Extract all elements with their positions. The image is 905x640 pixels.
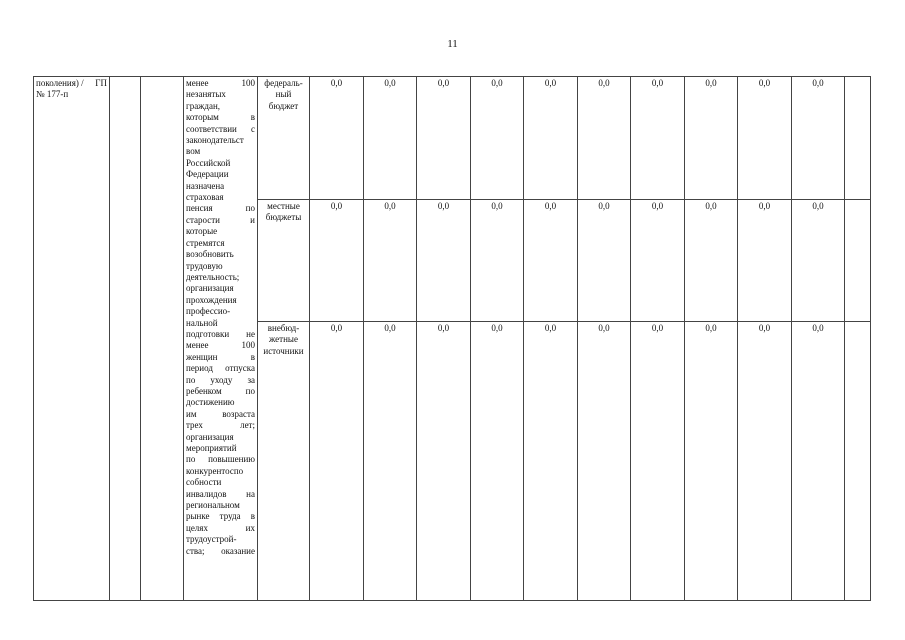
funding-source-line: источники	[263, 345, 304, 356]
empty-cell-a	[110, 77, 141, 601]
value-cell: 0,0	[417, 200, 471, 322]
value-cell: 0,0	[738, 77, 792, 200]
value-cell: 0,0	[792, 200, 845, 322]
value-cell: 0,0	[738, 200, 792, 322]
description-line: региональном	[186, 500, 240, 511]
value-cell: 0,0	[792, 77, 845, 200]
description-line: целях их	[186, 522, 255, 533]
page-number: 11	[447, 38, 458, 50]
description-line: рынке труда в	[186, 511, 255, 522]
description-line: профессио-	[186, 306, 231, 317]
program-line1: поколения) /	[36, 78, 84, 88]
description-line: трудовую	[186, 260, 223, 271]
value-cell: 0,0	[364, 322, 417, 601]
description-line: им возраста	[186, 408, 255, 419]
description-line: Российской	[186, 157, 231, 168]
value-cell: 0,0	[310, 322, 364, 601]
description-line: конкурентоспо	[186, 465, 244, 476]
funding-source-line: федераль-	[264, 78, 303, 88]
description-line: незанятых	[186, 89, 226, 100]
empty-last-cell	[845, 77, 871, 200]
funding-source-line: ный	[275, 89, 292, 100]
description-line: нальной	[186, 317, 218, 328]
description-line: граждан,	[186, 100, 221, 111]
value-cell: 0,0	[471, 200, 524, 322]
funding-source-cell	[258, 77, 310, 200]
description-line: собности	[186, 477, 222, 488]
description-line: стремятся	[186, 237, 225, 248]
funding-source-line: жетные	[269, 334, 298, 345]
funding-source-line: местные	[267, 201, 300, 211]
value-cell: 0,0	[364, 77, 417, 200]
value-cell: 0,0	[310, 77, 364, 200]
description-line: прохождения	[186, 294, 237, 305]
empty-last-cell	[845, 322, 871, 601]
value-cell: 0,0	[524, 200, 578, 322]
description-line: инвалидов на	[186, 488, 255, 499]
value-cell: 0,0	[631, 322, 685, 601]
description-line: достижению	[186, 397, 235, 408]
value-cell: 0,0	[685, 77, 738, 200]
description-line: менее 100	[186, 340, 255, 351]
description-line: период отпуска	[186, 363, 255, 374]
value-cell: 0,0	[792, 322, 845, 601]
description-line: мероприятий	[186, 443, 237, 453]
description-line: вом	[186, 146, 201, 157]
value-cell: 0,0	[364, 200, 417, 322]
value-cell: 0,0	[471, 77, 524, 200]
program-code: ГП	[95, 78, 107, 88]
value-cell: 0,0	[417, 322, 471, 601]
description-line: ства; оказание	[186, 545, 255, 556]
description-line: организация	[186, 283, 234, 294]
description-cell	[184, 77, 258, 601]
empty-cell-b	[141, 77, 184, 601]
description-line: старости и	[186, 214, 255, 225]
value-cell: 0,0	[631, 200, 685, 322]
value-cell: 0,0	[417, 77, 471, 200]
description-line: соответствии с	[186, 123, 255, 134]
value-cell: 0,0	[685, 200, 738, 322]
value-cell: 0,0	[738, 322, 792, 601]
value-cell: 0,0	[310, 200, 364, 322]
description-line: деятельность;	[186, 271, 240, 282]
funding-source-line: бюджеты	[265, 212, 302, 223]
value-cell: 0,0	[685, 322, 738, 601]
funding-source-cell	[258, 322, 310, 601]
description-line: по повышению	[186, 454, 255, 465]
funding-source-line: внебюд-	[267, 323, 300, 333]
value-cell: 0,0	[524, 77, 578, 200]
value-cell: 0,0	[578, 200, 631, 322]
program-line2: № 177-п	[36, 89, 69, 100]
description-line: страховая	[186, 192, 224, 203]
description-line: Федерации	[186, 169, 229, 180]
description-line: трех лет;	[186, 420, 255, 431]
funding-table	[33, 76, 871, 601]
empty-last-cell	[845, 200, 871, 322]
description-line: которые	[186, 226, 218, 237]
description-line: организация	[186, 431, 234, 442]
description-line: назначена	[186, 180, 225, 191]
description-line: менее 100	[186, 78, 255, 88]
value-cell: 0,0	[471, 322, 524, 601]
description-line: пенсия по	[186, 203, 255, 214]
description-line: по уходу за	[186, 374, 255, 385]
description-line: трудоустрой-	[186, 534, 237, 545]
funding-source-cell	[258, 200, 310, 322]
value-cell: 0,0	[524, 322, 578, 601]
description-line: законодательст	[186, 135, 244, 146]
program-name-cell	[34, 77, 110, 601]
value-cell: 0,0	[578, 322, 631, 601]
description-line: возобновить	[186, 249, 234, 260]
funding-source-line: бюджет	[268, 100, 299, 111]
value-cell: 0,0	[631, 77, 685, 200]
description-line: женщин в	[186, 351, 255, 362]
description-line: ребенком по	[186, 385, 255, 396]
description-line: подготовки не	[186, 328, 255, 339]
description-line: которым в	[186, 112, 255, 123]
value-cell: 0,0	[578, 77, 631, 200]
